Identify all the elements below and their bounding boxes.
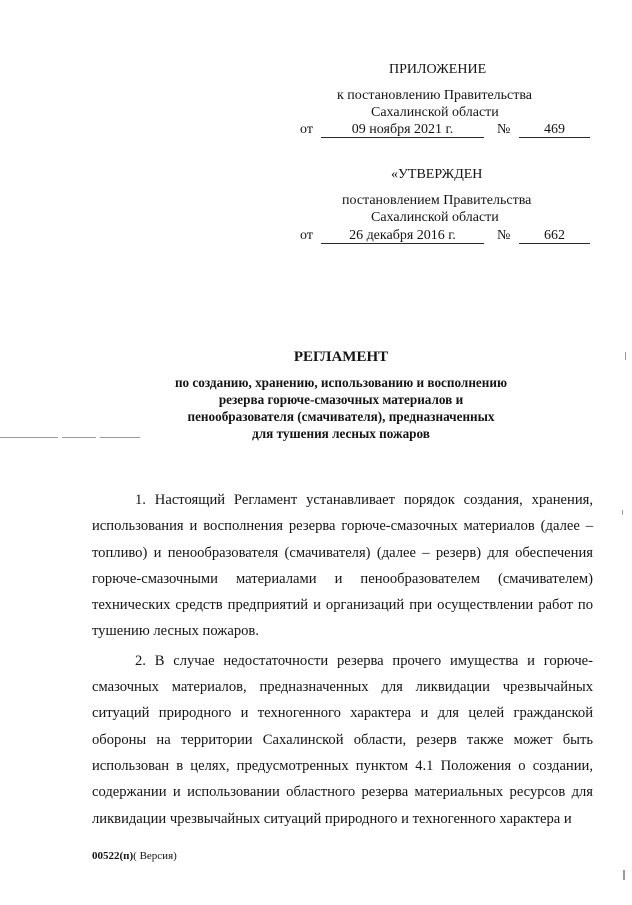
annex-number-label: № bbox=[497, 122, 511, 137]
regulation-subtitle-line-4: для тушения лесных пожаров bbox=[252, 426, 430, 441]
footer-version bbox=[92, 850, 177, 862]
footer-code: 00522(п) bbox=[92, 850, 134, 862]
approved-title: «УТВЕРЖДЕН bbox=[391, 167, 483, 182]
scan-dot-mark bbox=[622, 510, 623, 515]
approved-date: 26 декабря 2016 г. bbox=[321, 227, 484, 244]
scan-dash-mark bbox=[0, 437, 58, 438]
paragraph-2: 2. В случае недостаточности резерва прочего имущества и горюче-смазочных материалов, предназначенных для ликвидации чрезвычайных ситуаций природного и техногенного характера и для целей гражданской обороны на территории Сахалинской области, резерв также может быть использован в целях, предусмотренных пунктом 4.1 Положения о создании, содержании и использовании областного резерва материальных ресурсов для ликвидации чрезвычайных ситуаций природного и техногенного характера и bbox=[92, 652, 593, 827]
annex-line-2: Сахалинской области bbox=[371, 105, 499, 120]
annex-date: 09 ноября 2021 г. bbox=[321, 121, 484, 138]
approved-number: 662 bbox=[519, 227, 590, 244]
regulation-subtitle-line-2: резерва горюче-смазочных материалов и bbox=[218, 392, 464, 407]
scan-dot-mark bbox=[625, 352, 626, 360]
approved-from-label: от bbox=[300, 228, 313, 243]
scan-dash-mark bbox=[100, 437, 140, 438]
approved-line-1: постановлением Правительства bbox=[342, 193, 532, 208]
paragraph-1: 1. Настоящий Регламент устанавливает порядок создания, хранения, использования и восполнения резерва горюче-смазочных материалов (далее – топливо) и пенообразователя (смачивателя) (далее – резерв) для обеспечения горюче-смазочными материалами и пенообразователем (смачивателем) технических средств предприятий и организаций при осуществлении работ по тушению лесных пожаров. bbox=[92, 492, 593, 640]
scan-dot-mark bbox=[623, 870, 625, 880]
annex-from-label: от bbox=[300, 122, 313, 137]
regulation-body bbox=[92, 487, 593, 832]
approved-line-2: Сахалинской области bbox=[371, 210, 499, 225]
scan-dash-mark bbox=[62, 437, 96, 438]
regulation-title: РЕГЛАМЕНТ bbox=[293, 349, 389, 365]
annex-number: 469 bbox=[519, 121, 590, 138]
regulation-subtitle-line-1: по созданию, хранению, использованию и восполнению bbox=[174, 375, 508, 390]
approved-number-label: № bbox=[497, 228, 511, 243]
annex-line-1: к постановлению Правительства bbox=[337, 88, 533, 103]
regulation-subtitle-line-3: пенообразователя (смачивателя), предназначенных bbox=[187, 409, 495, 424]
footer-version-label: ( Версия) bbox=[133, 850, 177, 862]
annex-title: ПРИЛОЖЕНИЕ bbox=[389, 62, 487, 77]
